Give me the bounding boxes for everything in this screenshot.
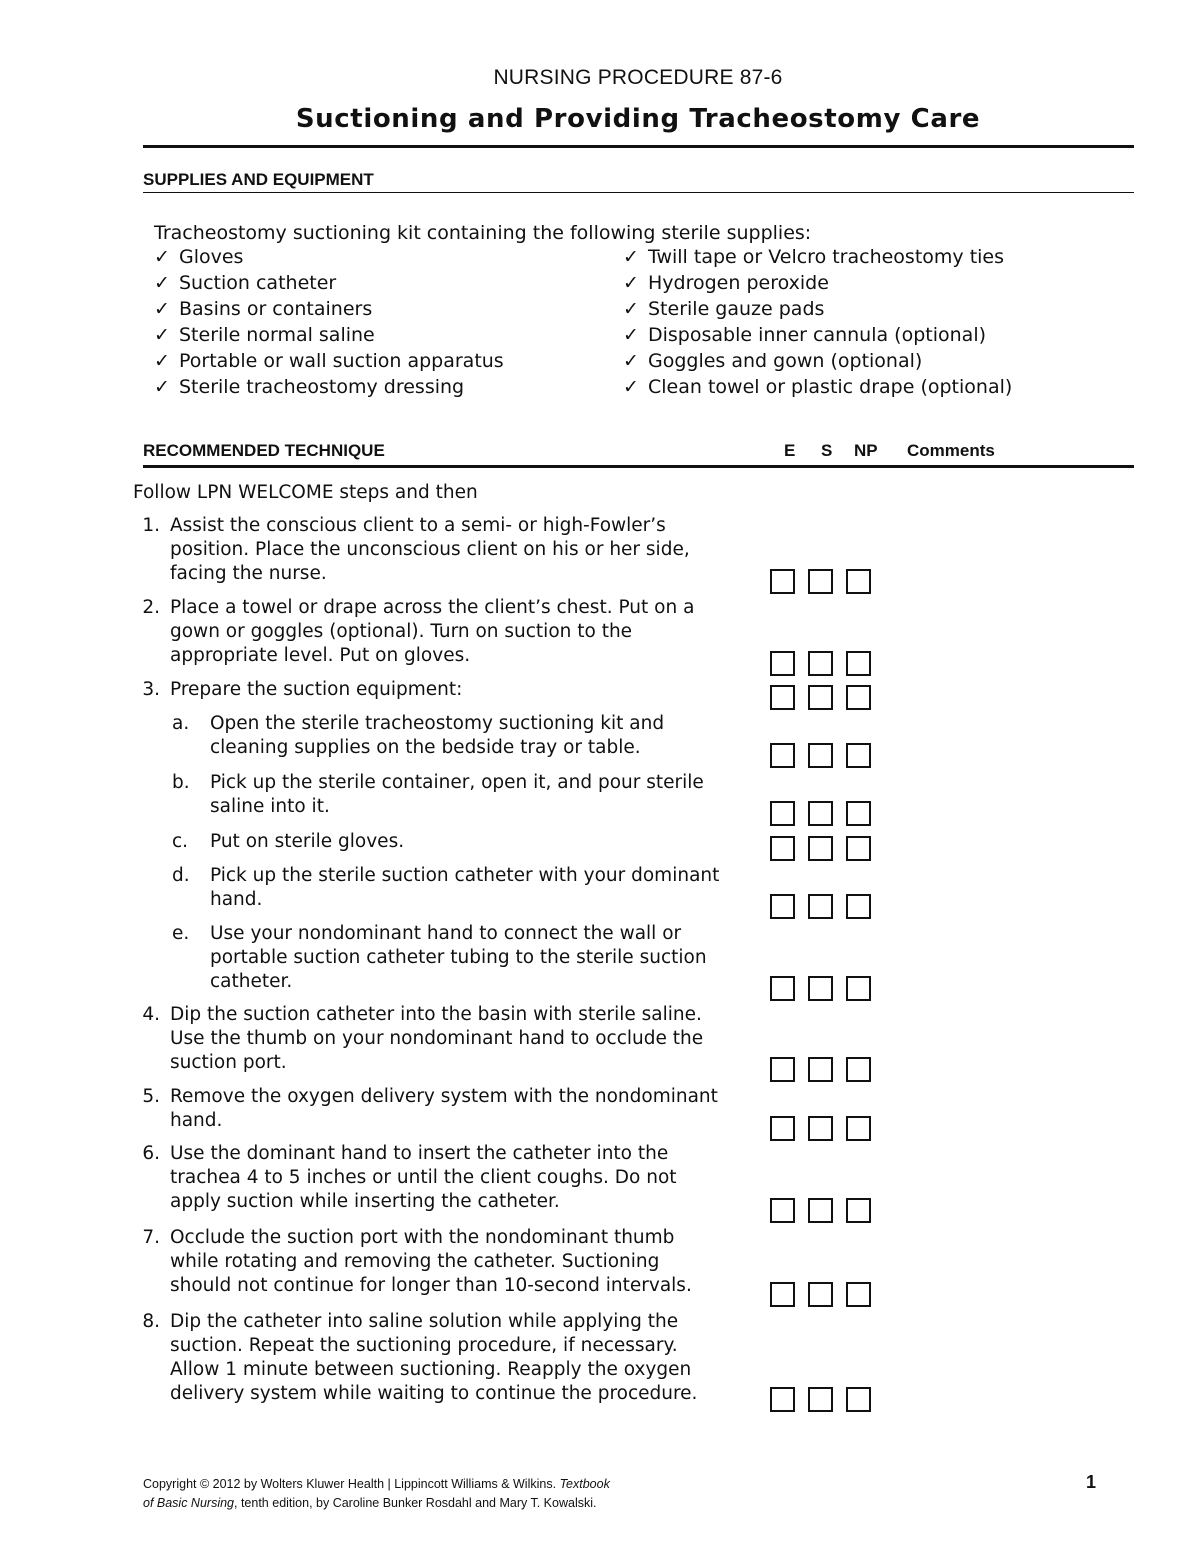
- supply-item-label: Disposable inner cannula (optional): [648, 324, 987, 346]
- step-number: 7.: [142, 1227, 160, 1248]
- substep-letter: c.: [172, 831, 189, 852]
- technique-rule: [143, 465, 1134, 468]
- supply-item-label: Sterile normal saline: [179, 324, 375, 346]
- checkbox-s[interactable]: [808, 569, 833, 594]
- checkmark-icon: ✓: [154, 272, 170, 294]
- checkbox-np[interactable]: [846, 836, 871, 861]
- checkbox-e[interactable]: [770, 1116, 795, 1141]
- checkbox-e[interactable]: [770, 743, 795, 768]
- supply-item-label: Suction catheter: [179, 272, 337, 294]
- substep-text: Pick up the sterile suction catheter with your dominant hand.: [210, 865, 720, 910]
- step-text: Occlude the suction port with the nondominant thumb while rotating and removing the catheter. Suctioning should not continue for longer than 10-second intervals.: [170, 1227, 692, 1296]
- checkbox-e[interactable]: [770, 801, 795, 826]
- checkbox-e[interactable]: [770, 836, 795, 861]
- checkbox-s[interactable]: [808, 651, 833, 676]
- checkbox-e[interactable]: [770, 894, 795, 919]
- substep-letter: d.: [172, 865, 190, 886]
- supply-item: [623, 298, 824, 320]
- checkbox-s[interactable]: [808, 976, 833, 1001]
- copyright-line-2: , tenth edition, by Caroline Bunker Rosdahl and Mary T. Kowalski.: [234, 1496, 597, 1510]
- checkmark-icon: ✓: [623, 298, 639, 320]
- checkbox-s[interactable]: [808, 1282, 833, 1307]
- checkbox-e[interactable]: [770, 651, 795, 676]
- supply-item: [623, 376, 1012, 398]
- checkbox-e[interactable]: [770, 685, 795, 710]
- checkbox-s[interactable]: [808, 1057, 833, 1082]
- checkbox-np[interactable]: [846, 976, 871, 1001]
- checkmark-icon: ✓: [154, 350, 170, 372]
- checkbox-s[interactable]: [808, 894, 833, 919]
- step-text: Assist the conscious client to a semi- or high-Fowler’s position. Place the unconscious client on his or her side, facing the nurse.: [170, 515, 690, 584]
- checkbox-e[interactable]: [770, 1057, 795, 1082]
- checkbox-np[interactable]: [846, 801, 871, 826]
- supply-item-label: Goggles and gown (optional): [648, 350, 923, 372]
- checkmark-icon: ✓: [154, 298, 170, 320]
- supply-item: [623, 324, 986, 346]
- step-text: Place a towel or drape across the client’s chest. Put on a gown or goggles (optional). Turn on suction to the appropriate level. Put on gloves.: [170, 597, 695, 666]
- page-title: Suctioning and Providing Tracheostomy Care: [295, 104, 981, 134]
- checkbox-e[interactable]: [770, 1198, 795, 1223]
- checkmark-icon: ✓: [623, 376, 639, 398]
- substep-letter: b.: [172, 772, 190, 793]
- supply-item-label: Gloves: [179, 246, 244, 268]
- book-title-part-1: Textbook: [559, 1477, 610, 1491]
- technique-lead: Follow LPN WELCOME steps and then: [133, 482, 478, 503]
- step-text: Use the dominant hand to insert the catheter into the trachea 4 to 5 inches or until the client coughs. Do not apply suction while inserting the catheter.: [170, 1143, 677, 1212]
- column-header-s: S: [821, 441, 833, 460]
- checkbox-s[interactable]: [808, 685, 833, 710]
- step-text: Dip the suction catheter into the basin with sterile saline. Use the thumb on your nondominant hand to occlude the suction port.: [170, 1004, 704, 1073]
- step-number: 6.: [142, 1143, 160, 1164]
- checkbox-np[interactable]: [846, 569, 871, 594]
- copyright-line-1: Copyright © 2012 by Wolters Kluwer Health | Lippincott Williams & Wilkins.: [143, 1477, 557, 1491]
- checkbox-np[interactable]: [846, 1057, 871, 1082]
- supply-item: [154, 376, 464, 398]
- supply-item: [623, 246, 1004, 268]
- checkbox-e[interactable]: [770, 1387, 795, 1412]
- step-number: 3.: [142, 679, 160, 700]
- checkbox-np[interactable]: [846, 894, 871, 919]
- supply-item: [623, 272, 829, 294]
- substep-text: Pick up the sterile container, open it, and pour sterile saline into it.: [210, 772, 704, 817]
- supply-item-label: Sterile gauze pads: [648, 298, 825, 320]
- technique-heading: RECOMMENDED TECHNIQUE: [143, 441, 385, 460]
- checkmark-icon: ✓: [623, 324, 639, 346]
- supplies-intro: Tracheostomy suctioning kit containing the following sterile supplies:: [154, 222, 812, 244]
- checkmark-icon: ✓: [623, 246, 639, 268]
- checkbox-np[interactable]: [846, 685, 871, 710]
- supplies-rule: [143, 192, 1134, 193]
- supply-item: [154, 272, 336, 294]
- supply-item: [154, 298, 372, 320]
- title-rule: [143, 145, 1134, 148]
- checkbox-np[interactable]: [846, 743, 871, 768]
- supply-item: [154, 246, 243, 268]
- checkbox-s[interactable]: [808, 1116, 833, 1141]
- substep-text: Use your nondominant hand to connect the wall or portable suction catheter tubing to the sterile suction catheter.: [210, 923, 707, 992]
- checkbox-np[interactable]: [846, 1198, 871, 1223]
- page-number: 1: [1086, 1472, 1097, 1492]
- step-text: Remove the oxygen delivery system with the nondominant hand.: [170, 1086, 718, 1131]
- checkbox-np[interactable]: [846, 1387, 871, 1412]
- checkbox-s[interactable]: [808, 836, 833, 861]
- supplies-heading: SUPPLIES AND EQUIPMENT: [143, 170, 374, 189]
- supply-item-label: Twill tape or Velcro tracheostomy ties: [648, 246, 1005, 268]
- checkmark-icon: ✓: [154, 246, 170, 268]
- supply-item-label: Portable or wall suction apparatus: [179, 350, 504, 372]
- step-number: 5.: [142, 1086, 160, 1107]
- supply-item-label: Sterile tracheostomy dressing: [179, 376, 465, 398]
- step-number: 8.: [142, 1311, 160, 1332]
- copyright-footer: [143, 1475, 610, 1513]
- procedure-number: NURSING PROCEDURE 87-6: [493, 66, 783, 89]
- checkbox-s[interactable]: [808, 1387, 833, 1412]
- supply-item-label: Basins or containers: [179, 298, 373, 320]
- checkmark-icon: ✓: [623, 272, 639, 294]
- step-number: 4.: [142, 1004, 160, 1025]
- checkbox-s[interactable]: [808, 801, 833, 826]
- checkbox-e[interactable]: [770, 569, 795, 594]
- step-number: 1.: [142, 515, 160, 536]
- step-number: 2.: [142, 597, 160, 618]
- supply-item: [623, 350, 922, 372]
- checkmark-icon: ✓: [623, 350, 639, 372]
- supply-item: [154, 324, 375, 346]
- column-header-np: NP: [854, 441, 878, 460]
- checkbox-s[interactable]: [808, 743, 833, 768]
- column-header-comments: Comments: [907, 441, 995, 460]
- substep-letter: a.: [172, 713, 190, 734]
- book-title-part-2: of Basic Nursing: [143, 1496, 235, 1510]
- supply-item-label: Hydrogen peroxide: [648, 272, 829, 294]
- checkbox-e[interactable]: [770, 1282, 795, 1307]
- checkbox-np[interactable]: [846, 1282, 871, 1307]
- checkmark-icon: ✓: [154, 376, 170, 398]
- step-text: Dip the catheter into saline solution while applying the suction. Repeat the suctioning procedure, if necessary. Allow 1 minute between suctioning. Reapply the oxygen delivery system while waiting to continue the procedure.: [170, 1311, 698, 1404]
- checkbox-np[interactable]: [846, 651, 871, 676]
- checkmark-icon: ✓: [154, 324, 170, 346]
- substep-letter: e.: [172, 923, 190, 944]
- supply-item-label: Clean towel or plastic drape (optional): [648, 376, 1013, 398]
- checkbox-e[interactable]: [770, 976, 795, 1001]
- substep-text: Put on sterile gloves.: [210, 831, 405, 852]
- step-text: Prepare the suction equipment:: [170, 679, 463, 700]
- checkbox-np[interactable]: [846, 1116, 871, 1141]
- column-header-e: E: [784, 441, 796, 460]
- supply-item: [154, 350, 504, 372]
- substep-text: Open the sterile tracheostomy suctioning kit and cleaning supplies on the bedside tray or table.: [210, 713, 665, 758]
- checkbox-s[interactable]: [808, 1198, 833, 1223]
